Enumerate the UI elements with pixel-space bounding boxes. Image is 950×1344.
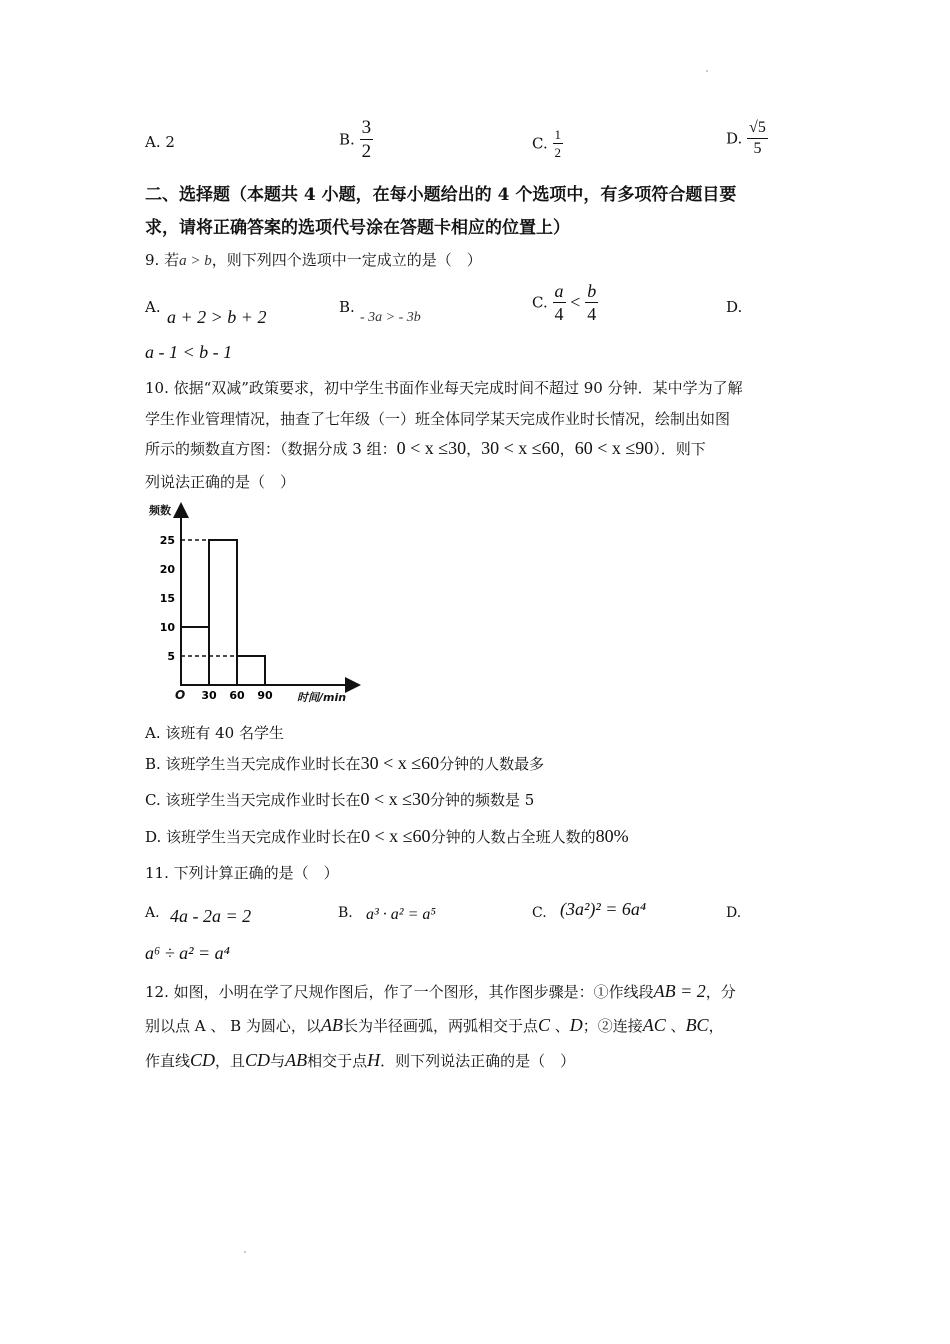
q9-option-c: C. $\frac{a}{4}$ < $\frac{b}{4}$ (532, 281, 597, 324)
histogram-x-label: 时间/min (297, 691, 347, 704)
q8-option-a: A. 2 (145, 133, 175, 151)
q9-option-a-expr: a + 2 > b + 2 (167, 307, 267, 327)
q11-option-a-expr: 4a - 2a = 2 (170, 906, 252, 926)
histogram-y-tick-20: 20 (159, 563, 175, 576)
q9-stem: 9. 若a > b，则下列四个选项中一定成立的是（ ） (145, 251, 482, 269)
histogram-bar-60-90 (237, 656, 265, 685)
q9-option-d-label: D. (726, 298, 743, 316)
frequency-histogram (145, 500, 365, 705)
q11-option-b-label: B. (338, 905, 353, 921)
section2-heading-line1: 二、选择题（本题共 4 小题，在每小题给出的 4 个选项中，有多项符合题目要 (145, 185, 737, 205)
q8-option-c: C. $\frac{1}{2}$ (532, 127, 561, 160)
histogram-y-tick-10: 10 (159, 621, 175, 634)
q11-option-b-expr: a³ · a² = a⁵ (366, 906, 436, 923)
q10-option-a: A. 该班有 40 名学生 (145, 724, 284, 742)
histogram-x-tick-90: 90 (257, 689, 273, 702)
q11-option-c-expr: (3a²)² = 6a⁴ (560, 899, 647, 919)
q11-option-d-expr: a⁶ ÷ a² = a⁴ (145, 943, 230, 963)
scan-dot-top (706, 70, 708, 72)
q11-option-a-label: A. (145, 905, 160, 921)
histogram-y-tick-15: 15 (159, 592, 175, 605)
q10-stem-line4: 列说法正确的是（ ） (145, 473, 296, 491)
q9-option-b-expr: - 3a > - 3b (360, 310, 421, 325)
q10-stem-line3: 所示的频数直方图：（数据分成 3 组：0 < x ≤30，30 < x ≤60，60 < x ≤90）．则下 (145, 438, 706, 458)
q12-stem-line3: 作直线CD，且CD与AB相交于点H．则下列说法正确的是（ ） (145, 1050, 576, 1070)
q8-option-b: B. $\frac{3}{2}$ (339, 117, 372, 162)
histogram-x-tick-30: 30 (201, 689, 217, 702)
q11-option-d-label: D. (726, 905, 742, 921)
section2-heading-line2: 求，请将正确答案的选项代号涂在答题卡相应的位置上） (145, 218, 570, 238)
histogram-x-tick-60: 60 (229, 689, 245, 702)
q9-option-a-label: A. (145, 298, 161, 316)
histogram-y-label: 频数 (149, 504, 171, 517)
histogram-y-tick-25: 25 (159, 534, 175, 547)
q11-stem: 11. 下列计算正确的是（ ） (145, 864, 339, 882)
q11-option-c-label: C. (532, 905, 547, 921)
q10-stem-line1: 10. 依据“双减”政策要求，初中学生书面作业每天完成时间不超过 90 分钟．某中学为了解 (145, 379, 743, 397)
q10-option-b: B. 该班学生当天完成作业时长在30 < x ≤60分钟的人数最多 (145, 753, 545, 773)
q10-stem-line2: 学生作业管理情况，抽查了七年级（一）班全体同学某天完成作业时长情况，绘制出如图 (145, 410, 731, 428)
histogram-origin: O (175, 688, 186, 702)
histogram-y-tick-5: 5 (167, 650, 175, 663)
q8-option-d: D. $\frac{√5}{5}$ (726, 119, 766, 157)
scan-dot-bottom (244, 1251, 246, 1253)
q12-stem-line2: 别以点 A 、 B 为圆心，以AB长为半径画弧，两弧相交于点C 、D；②连接AC 、BC， (145, 1015, 724, 1035)
q9-option-b-label: B. (339, 298, 355, 316)
q10-option-c: C. 该班学生当天完成作业时长在0 < x ≤30分钟的频数是 5 (145, 789, 535, 809)
q9-option-d-expr: a - 1 < b - 1 (145, 342, 233, 362)
q12-stem-line1: 12. 如图，小明在学了尺规作图后，作了一个图形，其作图步骤是：①作线段AB = 2，分 (145, 981, 736, 1001)
histogram-bar-30-60 (209, 540, 237, 685)
q10-option-d: D. 该班学生当天完成作业时长在0 < x ≤60分钟的人数占全班人数的80% (145, 826, 629, 846)
